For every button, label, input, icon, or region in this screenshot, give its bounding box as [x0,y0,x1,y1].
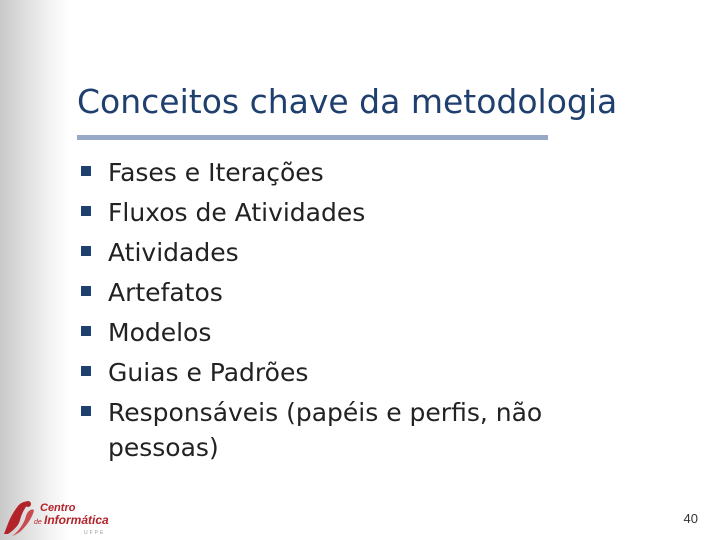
bullet-item [78,153,628,193]
bullet-text: Guias e Padrões [108,358,309,387]
square-bullet-icon [81,166,91,176]
cin-logo [0,494,120,540]
square-bullet-icon [81,326,91,336]
bullet-text: Fases e Iterações [108,158,324,187]
logo-line3: UFPE [84,530,106,536]
side-gradient [0,0,70,540]
bullet-item [78,313,628,353]
bullet-text: Responsáveis (papéis e perfis, não pessoas) [108,398,543,462]
bullet-item [78,193,628,233]
logo-line1: Centro [40,502,76,514]
bullet-list [78,153,628,465]
bullet-text: Artefatos [108,278,223,307]
slide-title: Conceitos chave da metodologia [77,82,618,121]
page-number: 40 [683,511,698,526]
bullet-text: Modelos [108,318,212,347]
title-underline [77,135,548,140]
bullet-item [78,233,628,273]
bullet-item [78,273,628,313]
square-bullet-icon [81,366,91,376]
bullet-item [78,393,628,465]
square-bullet-icon [81,206,91,216]
square-bullet-icon [81,406,91,416]
bullet-text: Atividades [108,238,239,267]
cin-logo-icon [4,501,34,536]
square-bullet-icon [81,286,91,296]
square-bullet-icon [81,246,91,256]
logo-line2-prefix: de [34,519,42,526]
bullet-item [78,353,628,393]
logo-line2: Informática [44,513,109,527]
bullet-text: Fluxos de Atividades [108,198,366,227]
